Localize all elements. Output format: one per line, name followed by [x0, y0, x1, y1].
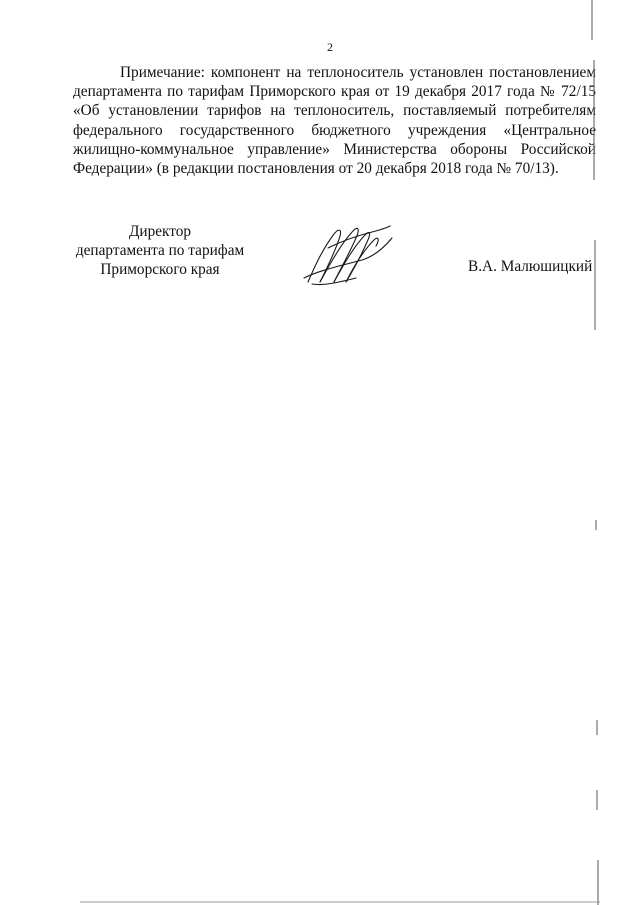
page-number: 2	[327, 40, 333, 54]
signatory-position-line-2: департамента по тарифам	[75, 242, 245, 259]
signatory-position-line-1: Директор	[128, 223, 192, 240]
signatory-position-line-3: Приморского края	[100, 261, 220, 278]
handwritten-signature	[300, 220, 395, 290]
note-paragraph: Примечание: компонент на теплоноситель установлен постановлением департамента по тарифам Приморского края от 19 декабря 2017 года № 72/15 «Об установлении тарифов на теплоноситель, поставляемый потребителям федерального государственного бюджетного учреждения «Центральное жилищно-коммунальное управление» Министерства обороны Российской Федерации» (в редакции постановления от 20 декабря 2018 года № 70/13).	[73, 64, 596, 178]
signatory-name: В.А. Малюшицкий	[468, 258, 593, 275]
signatory-position	[70, 222, 250, 279]
